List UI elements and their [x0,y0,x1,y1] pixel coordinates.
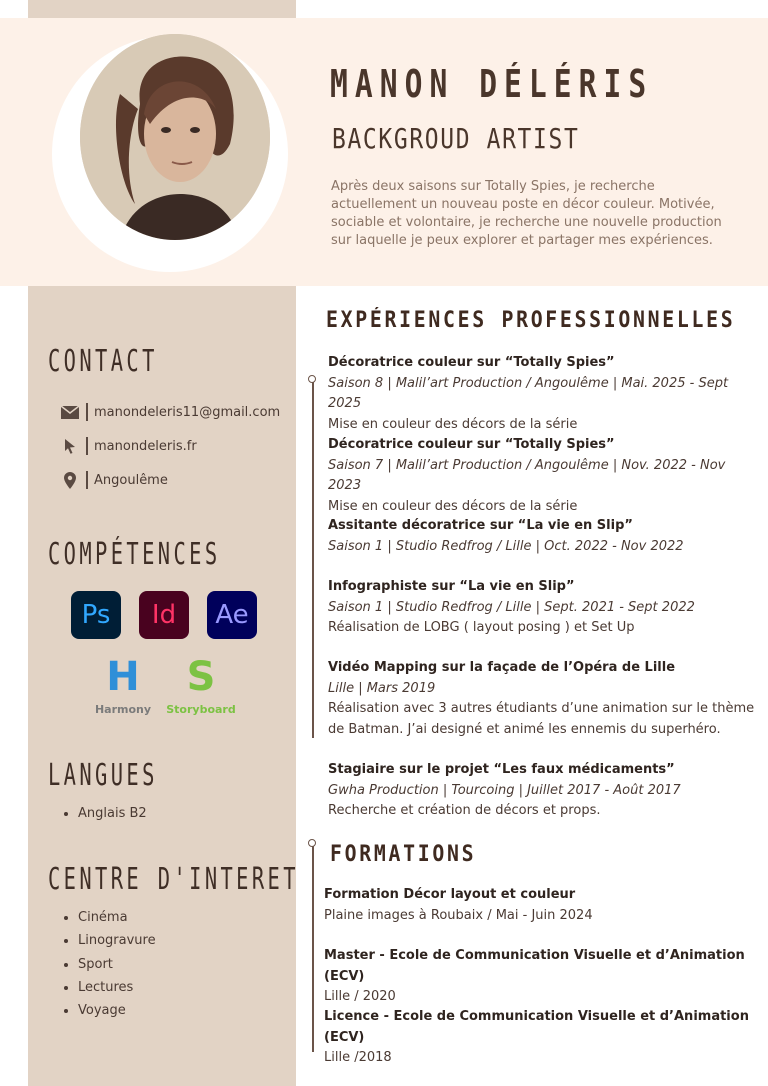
portrait-photo [80,34,270,240]
timeline-dot [308,839,316,847]
education-heading: FORMATIONS [330,842,477,867]
education-title: Licence - Ecole de Communication Visuelle et d’Animation (ECV) [324,1009,749,1045]
experience-meta: Saison 7 | Malil’art Production / Angoulême | Nov. 2022 - Nov 2023 [328,457,726,493]
experience-description: Mise en couleur des décors de la série [328,498,578,514]
experience-meta: Saison 1 | Studio Redfrog / Lille | Sept. 2021 - Sept 2022 [328,599,695,615]
experience-entry [328,516,758,557]
experience-entry [328,577,758,639]
photoshop-icon: Ps [71,591,121,639]
experience-entry [328,760,758,822]
mail-icon [60,403,80,421]
list-item: • Anglais B2 [78,802,147,825]
intro-paragraph: Après deux saisons sur Totally Spies, je recherche actuellement un nouveau poste en décor couleur. Motivée, sociable et volontaire, je recherche une nouvelle production sur laquelle je peux explorer et partager mes expériences. [331,179,722,248]
education-title: Master - Ecole de Communication Visuelle et d’Animation (ECV) [324,948,745,984]
website-text: manondeleris.fr [94,438,197,454]
experience-entry [328,353,758,435]
job-title: BACKGROUD ARTIST [332,122,580,155]
experience-meta: Lille | Mars 2019 [328,680,436,696]
experience-title: Vidéo Mapping sur la façade de l’Opéra de Lille [328,660,676,675]
cursor-icon [60,437,80,455]
contact-separator [86,471,88,489]
location-text: Angoulême [94,472,168,488]
education-description: Lille / 2020 [324,989,396,1004]
list-item: • Sport [78,953,156,976]
experience-entry [328,435,758,517]
education-description: Plaine images à Roubaix / Mai - Juin 2024 [324,907,593,923]
experience-description: Réalisation de LOBG ( layout posing ) et Set Up [328,620,635,635]
candidate-name: MANON DÉLÉRIS [330,62,654,106]
languages-heading: LANGUES [48,758,158,793]
experience-title: Infographiste sur “La vie en Slip” [328,579,575,594]
experience-title: Assitante décoratrice sur “La vie en Slip” [328,518,633,533]
experience-description: Réalisation avec 3 autres étudiants d’une animation sur le thème de Batman. J’ai designé et animé les ennemis du superhéro. [328,701,755,737]
storyboard-label: Storyboard [166,703,236,716]
harmony-icon: H [106,654,140,700]
experience-title: Décoratrice couleur sur “Totally Spies” [328,355,615,370]
harmony-label: Harmony [94,703,152,716]
list-item: • Lectures [78,976,156,999]
contact-separator [86,437,88,455]
experience-description: Mise en couleur des décors de la série [328,416,578,432]
contact-website[interactable] [60,435,197,457]
contact-email[interactable] [60,401,280,423]
education-title: Formation Décor layout et couleur [324,887,576,902]
experience-entry [328,658,758,740]
experience-meta: Gwha Production | Tourcoing | Juillet 2017 - Août 2017 [328,782,681,798]
location-pin-icon [60,471,80,489]
storyboard-icon: S [186,654,216,700]
after-effects-icon: Ae [207,591,257,639]
experience-meta: Saison 1 | Studio Redfrog / Lille | Oct. 2022 - Nov 2022 [328,538,684,554]
experience-description: Recherche et création de décors et props. [328,803,601,818]
education-description: Lille /2018 [324,1050,392,1065]
experience-meta: Saison 8 | Malil’art Production / Angoulême | Mai. 2025 - Sept 2025 [328,375,729,411]
experience-title: Décoratrice couleur sur “Totally Spies” [328,437,615,452]
interests-list [56,906,156,1022]
email-text: manondeleris11@gmail.com [94,404,281,420]
list-item: • Voyage [78,999,156,1022]
experience-heading: EXPÉRIENCES PROFESSIONNELLES [326,308,736,333]
contact-location [60,469,168,491]
contact-heading: CONTACT [48,344,158,379]
portrait-illustration [80,34,270,240]
education-entry [324,885,754,926]
education-timeline [312,844,314,1052]
skills-heading: COMPÉTENCES [48,537,221,572]
timeline-dot [308,375,316,383]
education-entry [324,1007,754,1069]
list-item: • Linogravure [78,929,156,952]
experience-timeline [312,380,314,738]
experience-title: Stagiaire sur le projet “Les faux médicaments” [328,762,675,777]
indesign-icon: Id [139,591,189,639]
interests-heading: CENTRE D'INTERET [48,862,299,897]
education-entry [324,946,754,1008]
contact-separator [86,403,88,421]
languages-list [56,802,147,825]
list-item: • Cinéma [78,906,156,929]
